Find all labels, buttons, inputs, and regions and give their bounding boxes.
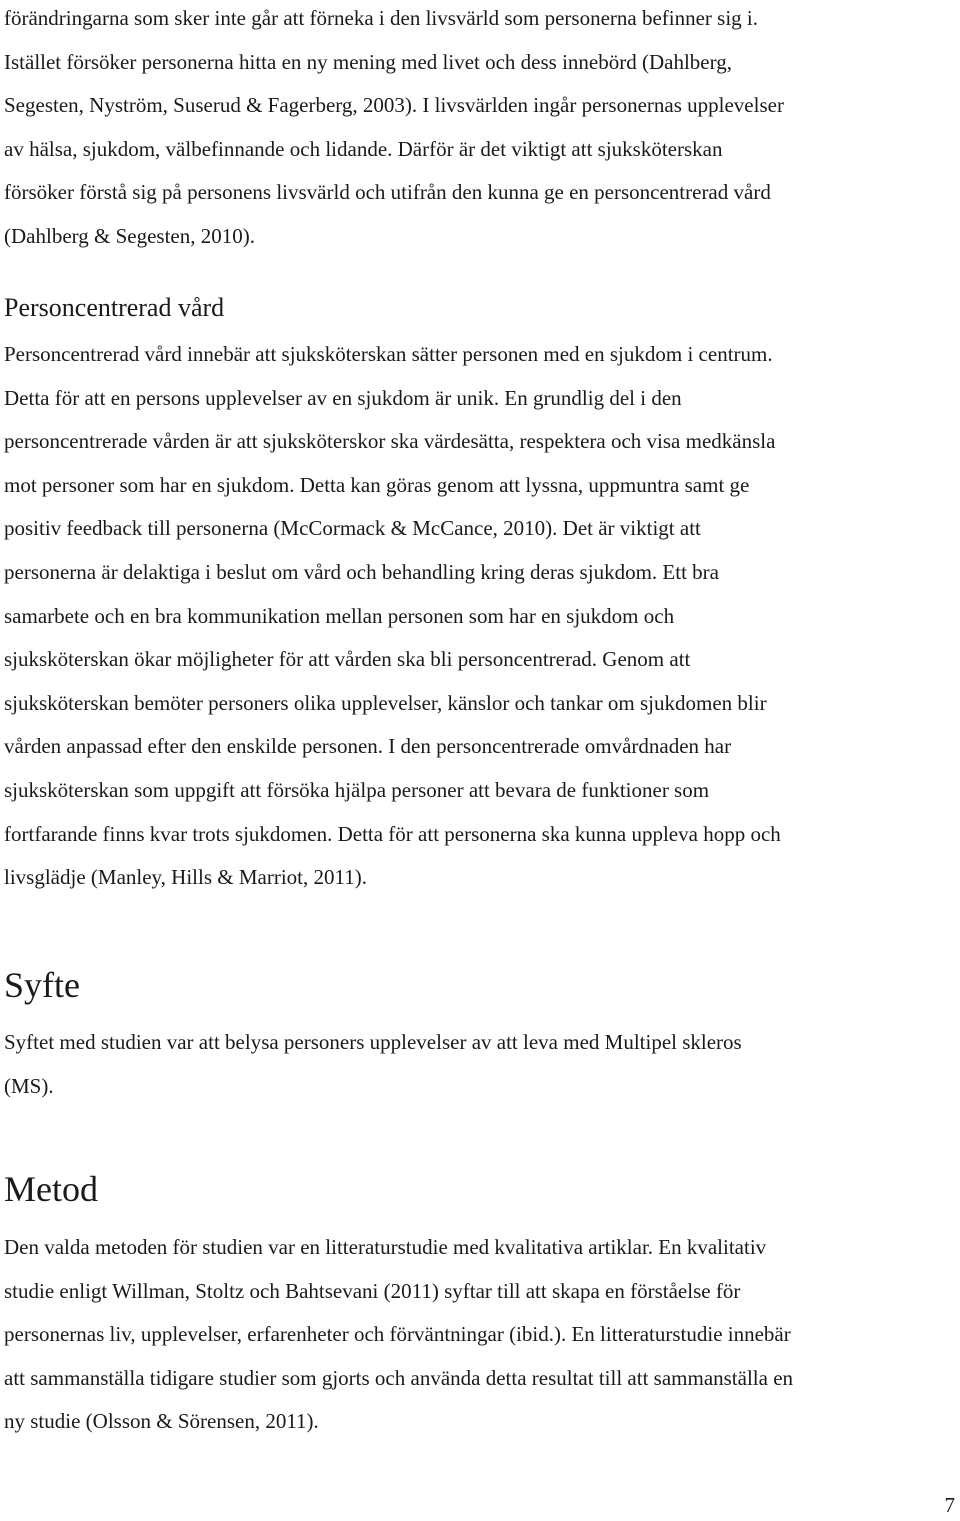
text-line: sjuksköterskan ökar möjligheter för att vården ska bli personcentrerad. Genom att: [4, 647, 691, 672]
text-line: positiv feedback till personerna (McCormack & McCance, 2010). Det är viktigt att: [4, 516, 701, 541]
text-line: studie enligt Willman, Stoltz och Bahtsevani (2011) syftar till att skapa en förståelse för: [4, 1278, 741, 1303]
text-line: personerna är delaktiga i beslut om vård och behandling kring deras sjukdom. Ett bra: [4, 559, 719, 584]
text-line: av hälsa, sjukdom, välbefinnande och lidande. Därför är det viktigt att sjuksköterskan: [4, 136, 723, 161]
text-line: försöker förstå sig på personens livsvärld och utifrån den kunna ge en personcentrerad vård: [4, 180, 771, 205]
page-number: 7: [944, 1493, 955, 1517]
text-line: Den valda metoden för studien var en litteraturstudie med kvalitativa artiklar. En kvalitativ: [4, 1235, 767, 1259]
intro-paragraph: [4, 0, 784, 259]
text-line: personcentrerade vården är att sjuksköterskor ska värdesätta, respektera och visa medkänsla: [4, 429, 776, 454]
section-heading-personcentrerad: Personcentrerad vård: [4, 293, 225, 322]
text-line: mot personer som har en sjukdom. Detta kan göras genom att lyssna, uppmuntra samt ge: [4, 472, 750, 497]
text-line: ny studie (Olsson & Sörensen, 2011).: [4, 1409, 319, 1434]
text-line: samarbete och en bra kommunikation mellan personen som har en sjukdom och: [4, 603, 675, 628]
section-heading-syfte: Syfte: [4, 965, 80, 1005]
text-line: förändringarna som sker inte går att förneka i den livsvärld som personerna befinner sig i.: [4, 6, 759, 30]
metod-paragraph: [4, 1226, 793, 1444]
text-line: (MS).: [4, 1073, 54, 1098]
text-line: Syftet med studien var att belysa personers upplevelser av att leva med Multipel skleros: [4, 1030, 742, 1054]
text-line: personernas liv, upplevelser, erfarenheter och förväntningar (ibid.). En litteraturstudie innebär: [4, 1322, 791, 1347]
section-heading-metod: Metod: [4, 1169, 98, 1209]
text-line: Detta för att en persons upplevelser av en sjukdom är unik. En grundlig del i den: [4, 385, 682, 410]
personcentrerad-paragraph: [4, 333, 781, 900]
text-line: Segesten, Nyström, Suserud & Fagerberg, 2003). I livsvärlden ingår personernas upplevelser: [4, 93, 784, 118]
text-line: livsglädje (Manley, Hills & Marriot, 2011).: [4, 865, 367, 890]
text-line: Istället försöker personerna hitta en ny mening med livet och dess innebörd (Dahlberg,: [4, 49, 732, 74]
text-line: sjuksköterskan som uppgift att försöka hjälpa personer att bevara de funktioner som: [4, 777, 710, 802]
text-line: sjuksköterskan bemöter personers olika upplevelser, känslor och tankar om sjukdomen blir: [4, 690, 767, 715]
text-line: Personcentrerad vård innebär att sjuksköterskan sätter personen med en sjukdom i centrum.: [4, 342, 773, 366]
syfte-paragraph: [4, 1021, 742, 1108]
text-line: att sammanställa tidigare studier som gjorts och använda detta resultat till att sammanställa en: [4, 1365, 794, 1390]
text-line: fortfarande finns kvar trots sjukdomen. Detta för att personerna ska kunna uppleva hopp och: [4, 821, 781, 846]
text-line: vården anpassad efter den enskilde personen. I den personcentrerade omvårdnaden har: [4, 734, 732, 759]
text-line: (Dahlberg & Segesten, 2010).: [4, 223, 255, 248]
